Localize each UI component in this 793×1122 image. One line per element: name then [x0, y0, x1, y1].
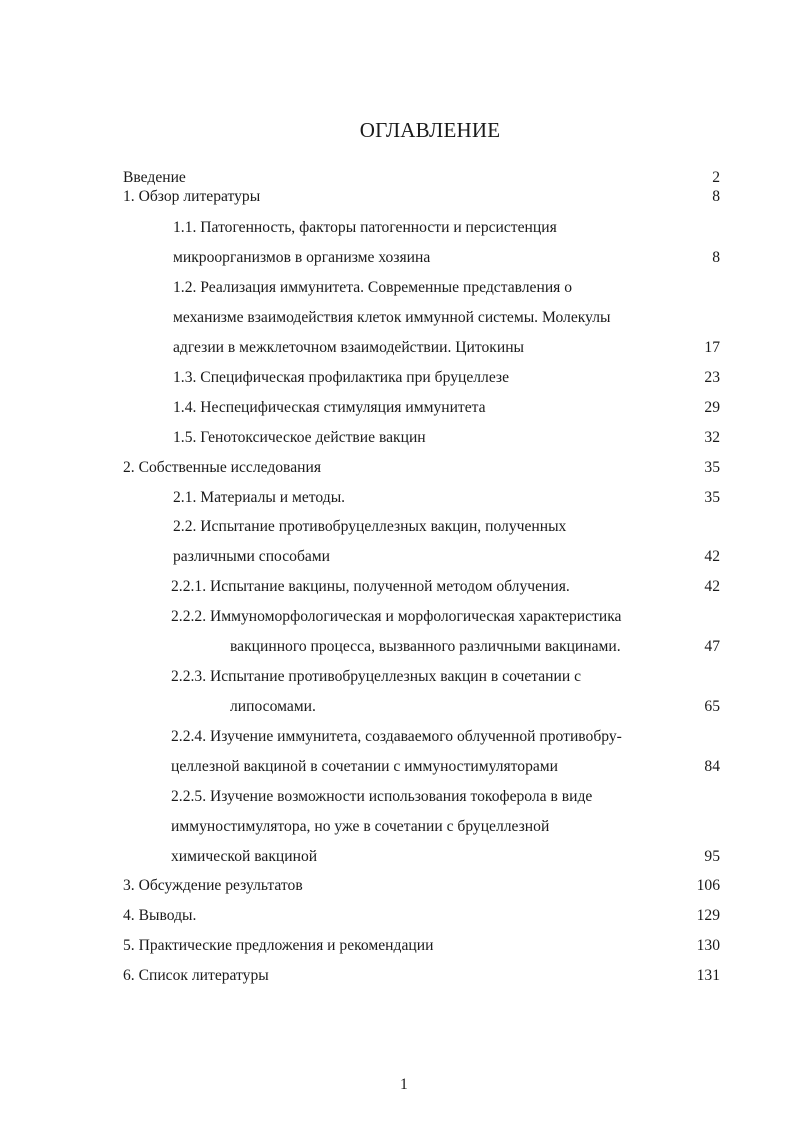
- toc-entry-text: вакцинного процесса, вызванного различными вакцинами.: [230, 638, 621, 655]
- toc-entry-page: 129: [696, 907, 720, 924]
- toc-entry-text: адгезии в межклеточном взаимодействии. Цитокины: [173, 339, 525, 356]
- toc-entry-2-1: [0, 486, 793, 510]
- toc-entry-text: 2. Собственные исследования: [123, 459, 321, 476]
- toc-entry-page: 106: [696, 877, 720, 894]
- toc-entry-text: иммуностимулятора, но уже в сочетании с бруцеллезной: [171, 818, 550, 835]
- toc-entry-1-2: [0, 276, 793, 300]
- toc-entry-2-2-2: [0, 605, 793, 629]
- toc-entry-page: 8: [712, 188, 720, 205]
- toc-entry-page: 131: [696, 967, 720, 984]
- toc-entry-text: 2.2. Испытание противобруцеллезных вакцин, полученных: [173, 518, 567, 535]
- toc-entry-text: различными способами: [173, 548, 331, 565]
- toc-entry-page: 47: [704, 638, 720, 655]
- toc-entry-page: 130: [696, 937, 720, 954]
- toc-entry-2-2-5-cont: [0, 815, 793, 839]
- page-number: 1: [400, 1076, 408, 1093]
- toc-entry-text: микроорганизмов в организме хозяина: [173, 249, 431, 266]
- toc-entry-text: 6. Список литературы: [123, 967, 269, 984]
- toc-entry-1-1: [0, 216, 793, 240]
- toc-entry-page: 32: [704, 429, 720, 446]
- toc-entry-text: 1.5. Генотоксическое действие вакцин: [173, 429, 426, 446]
- toc-entry-2-2-cont: [0, 545, 793, 569]
- toc-entry-2-2: [0, 515, 793, 539]
- toc-entry-4: [0, 904, 793, 928]
- toc-entry-page: 42: [704, 548, 720, 565]
- toc-entry-text: 2.2.3. Испытание противобруцеллезных вакцин в сочетании с: [171, 668, 582, 685]
- toc-entry-page: 35: [704, 489, 720, 506]
- toc-entry-page: 95: [704, 848, 720, 865]
- toc-entry-text: механизме взаимодействия клеток иммунной системы. Молекулы: [173, 309, 611, 326]
- toc-entry-page: 17: [704, 339, 720, 356]
- toc-entry-text: 2.2.4. Изучение иммунитета, создаваемого облученной противобру-: [171, 728, 622, 745]
- toc-entry-text: 2.2.2. Иммуноморфологическая и морфологическая характеристика: [171, 608, 622, 625]
- toc-entry-page: 29: [704, 399, 720, 416]
- toc-entry-text: 4. Выводы.: [123, 907, 197, 924]
- toc-entry-text: 1.3. Специфическая профилактика при бруцеллезе: [173, 369, 510, 386]
- toc-entry-1-2-cont: [0, 306, 793, 330]
- toc-entry-text: Введение: [123, 169, 186, 186]
- toc-entry-page: 42: [704, 578, 720, 595]
- toc-entry-2-2-2-cont: [0, 635, 793, 659]
- toc-entry-2-2-3-cont: [0, 695, 793, 719]
- toc-entry-page: 84: [704, 758, 720, 775]
- toc-entry-1-5: [0, 426, 793, 450]
- page-title: ОГЛАВЛЕНИЕ: [359, 118, 501, 142]
- toc-entry-2-2-3: [0, 665, 793, 689]
- toc-entry-1: [0, 185, 793, 209]
- toc-entry-2: [0, 456, 793, 480]
- toc-entry-5: [0, 934, 793, 958]
- toc-entry-2-2-1: [0, 575, 793, 599]
- toc-entry-3: [0, 874, 793, 898]
- toc-entry-2-2-5: [0, 785, 793, 809]
- toc-entry-text: 1.1. Патогенность, факторы патогенности и персистенция: [173, 219, 557, 236]
- toc-entry-text: липосомами.: [230, 698, 316, 715]
- toc-entry-page: 23: [704, 369, 720, 386]
- toc-entry-page: 35: [704, 459, 720, 476]
- toc-entry-text: 5. Практические предложения и рекомендации: [123, 937, 434, 954]
- toc-entry-page: 2: [712, 169, 720, 186]
- toc-entry-text: химической вакциной: [171, 848, 318, 865]
- toc-entry-1-1-cont: [0, 246, 793, 270]
- toc-entry-text: целлезной вакциной в сочетании с иммуностимуляторами: [171, 758, 558, 775]
- toc-entry-text: 2.2.1. Испытание вакцины, полученной методом облучения.: [171, 578, 570, 595]
- toc-entry-page: 8: [712, 249, 720, 266]
- toc-entry-6: [0, 964, 793, 988]
- toc-entry-page: 65: [704, 698, 720, 715]
- toc-entry-text: 1.4. Неспецифическая стимуляция иммунитета: [173, 399, 486, 416]
- toc-entry-text: 2.2.5. Изучение возможности использования токоферола в виде: [171, 788, 593, 805]
- toc-entry-2-2-4: [0, 725, 793, 749]
- toc-entry-2-2-4-cont: [0, 755, 793, 779]
- toc-entry-text: 1.2. Реализация иммунитета. Современные представления о: [173, 279, 573, 296]
- toc-entry-2-2-5-cont: [0, 845, 793, 869]
- toc-entry-1-2-cont: [0, 336, 793, 360]
- toc-entry-text: 1. Обзор литературы: [123, 188, 261, 205]
- toc-entry-text: 3. Обсуждение результатов: [123, 877, 303, 894]
- toc-entry-text: 2.1. Материалы и методы.: [173, 489, 346, 506]
- toc-entry-1-3: [0, 366, 793, 390]
- toc-entry-1-4: [0, 396, 793, 420]
